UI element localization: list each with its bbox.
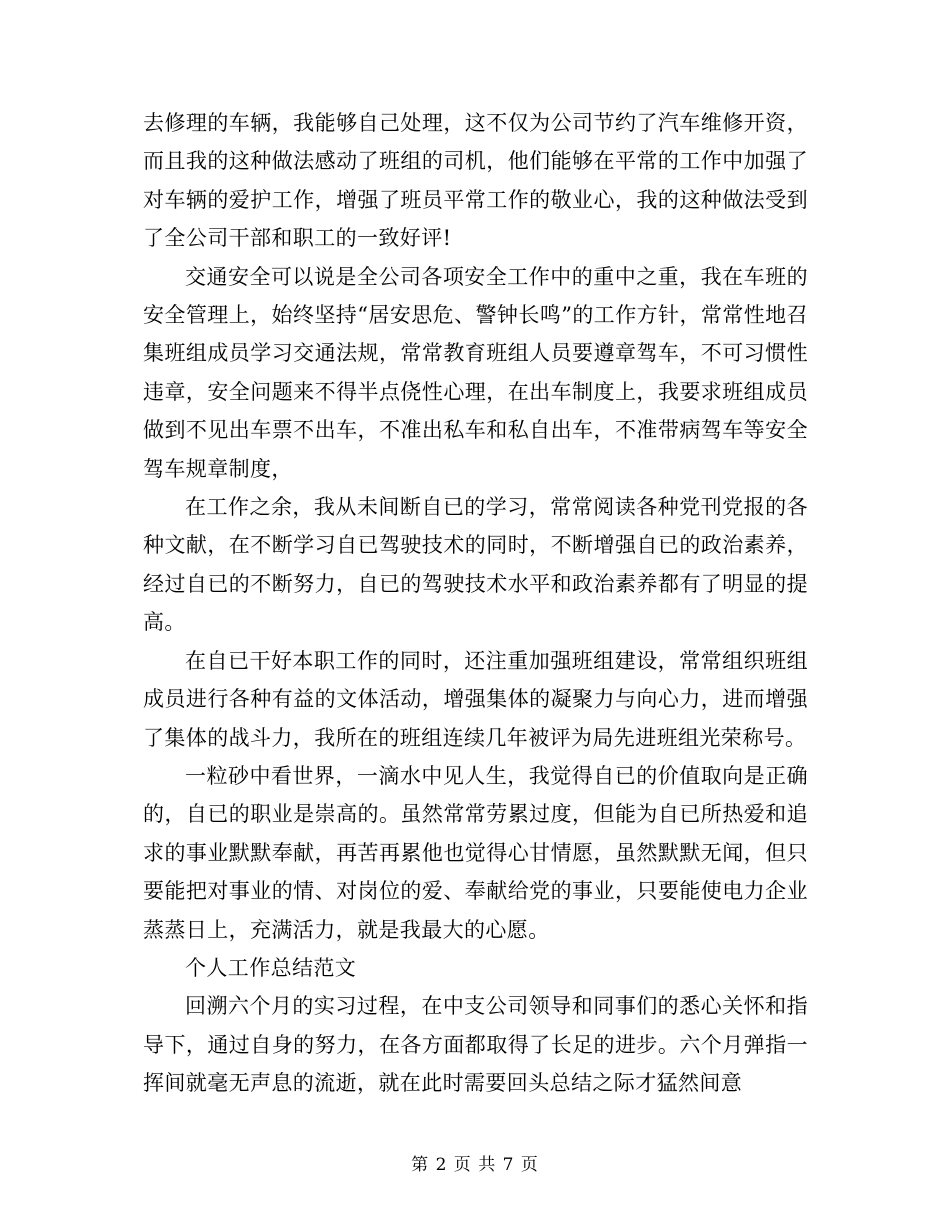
paragraph-3: 在工作之余，我从未间断自已的学习，常常阅读各种党刊党报的各种文献，在不断学习自已驾驶技术的同时，不断增强自已的政治素养，经过自已的不断努力，自已的驾驶技术水平和政治素养都有了明显的提高。 (143, 495, 808, 635)
section-heading: 个人工作总结范文 (185, 955, 357, 980)
paragraph-4: 在自已干好本职工作的同时，还注重加强班组建设，常常组织班组成员进行各种有益的文体活动，增强集体的凝聚力与向心力，进而增强了集体的战斗力，我所在的班组连续几年被评为局先进班组光荣称号。 (143, 648, 808, 750)
paragraph-1: 去修理的车辆，我能够自己处理，这不仅为公司节约了汽车维修开资，而且我的这种做法感动了班组的司机，他们能够在平常的工作中加强了对车辆的爱护工作，增强了班员平常工作的敬业心，我的这种做法受到了全公司干部和职工的一致好评! (143, 111, 808, 251)
document-body (143, 104, 808, 1103)
closing-paragraph: 回溯六个月的实习过程，在中支公司领导和同事们的悉心关怀和指导下，通过自身的努力，在各方面都取得了长足的进步。六个月弹指一挥间就毫无声息的流逝，就在此时需要回头总结之际才猛然间意 (143, 994, 808, 1096)
paragraph-5: 一粒砂中看世界，一滴水中见人生，我觉得自已的价值取向是正确的，自已的职业是崇高的。虽然常常劳累过度，但能为自已所热爱和追求的事业默默奉献，再苦再累他也觉得心甘情愿，虽然默默无闻，但只要能把对事业的情、对岗位的爱、奉献给党的事业，只要能使电力企业蒸蒸日上，充满活力，就是我最大的心愿。 (143, 763, 808, 942)
page-number-footer: 第 2 页 共 7 页 (411, 1155, 539, 1175)
paragraph-2: 交通安全可以说是全公司各项安全工作中的重中之重，我在车班的安全管理上，始终坚持“居安思危、警钟长鸣”的工作方针，常常性地召集班组成员学习交通法规，常常教育班组人员要遵章驾车，不可习惯性违章，安全问题来不得半点侥性心理，在出车制度上，我要求班组成员做到不见出车票不出车，不准出私车和私自出车，不准带病驾车等安全驾车规章制度， (143, 264, 808, 481)
